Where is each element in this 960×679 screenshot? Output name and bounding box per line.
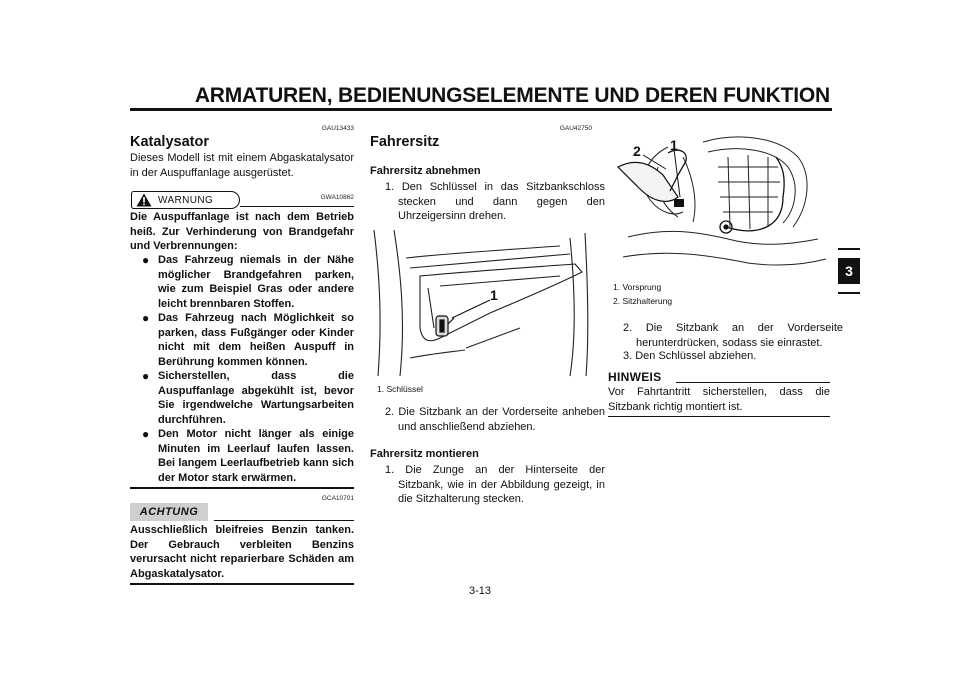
caution-text: Ausschließlich bleifreies Benzin tanken. Der Gebrauch verbleiten Benzins verursacht nicht reparierbare Schäden am Abgaskatalysator. (130, 524, 354, 580)
section-code: GAU42750 (559, 125, 592, 132)
warning-bullet-text: Das Fahrzeug nach Möglichkeit so parken, dass Fußgänger oder Kinder nicht mit dem heißen Auspuff in Berührung kommen können. (158, 312, 354, 368)
install-step-2: 2. Die Sitzbank an der Vorderseite herunterdrücken, sodass sie einrastet. (623, 322, 843, 349)
figure-caption-projection: 1. Vorsprung (613, 282, 662, 292)
bullet-dot-icon: ● (142, 369, 150, 383)
chapter-tab: 3 (838, 258, 860, 284)
warning-bullet-item (142, 311, 354, 369)
caution-rule (214, 520, 354, 521)
warning-bullet-item (142, 369, 354, 427)
bullet-dot-icon: ● (142, 311, 150, 325)
install-step-1: 1. Die Zunge an der Hinterseite der Sitzbank, wie in der Abbildung gezeigt, in die Sitzhalterung stecken. (385, 464, 605, 505)
subheading-install: Fahrersitz montieren (370, 448, 479, 460)
page-number: 3-13 (468, 585, 492, 597)
seat-mount-figure (608, 127, 830, 277)
warning-end-rule (130, 487, 354, 489)
note-end-rule (608, 416, 830, 417)
install-step-3: 3. Den Schlüssel abziehen. (623, 350, 757, 362)
note-text: Vor Fahrtantritt sicherstellen, dass die Sitzbank richtig montiert ist. (608, 386, 830, 413)
note-label: HINWEIS (608, 370, 662, 384)
figure-callout-1: 1 (670, 137, 678, 153)
header-rule (130, 108, 832, 111)
subheading-remove: Fahrersitz abnehmen (370, 165, 481, 177)
warning-bullet-text: Sicherstellen, dass die Auspuffanlage abgekühlt ist, bevor Sie irgendwelche Wartungsarbeiten durchführen. (158, 370, 354, 426)
katalysator-intro: Dieses Modell ist mit einem Abgaskatalysator in der Auspuffanlage ausgerüstet. (130, 152, 354, 179)
chapter-tab-line-top (838, 248, 860, 250)
section-code: GAU13433 (321, 125, 354, 132)
warning-bullet-text: Das Fahrzeug niemals in der Nähe möglicher Brandgefahren parken, wie zum Beispiel Gras oder andere leicht brennbaren Stoffen. (158, 254, 354, 310)
seat-tongue-icon (674, 199, 684, 207)
figure-caption-seat-holder: 2. Sitzhalterung (613, 296, 673, 306)
warning-rule (240, 206, 354, 207)
warning-bullet-item (142, 427, 354, 485)
caution-code: GCA10701 (321, 495, 354, 502)
warning-label: WARNUNG (158, 194, 214, 206)
warning-badge (131, 191, 240, 209)
seat-lock-figure (370, 228, 592, 378)
figure-callout-1: 1 (490, 287, 498, 303)
caution-badge: ACHTUNG (130, 503, 208, 521)
caution-end-rule (130, 583, 354, 585)
figure-caption-key: 1. Schlüssel (377, 384, 423, 394)
figure-callout-2: 2 (633, 143, 641, 159)
remove-step-1: 1. Den Schlüssel in das Sitzbankschloss stecken und dann gegen den Uhrzeigersinn drehen. (385, 181, 605, 222)
warning-text: Die Auspuffanlage ist nach dem Betrieb heiß. Zur Verhinderung von Brandgefahr und Verbrennungen: (130, 211, 354, 252)
bullet-dot-icon: ● (142, 427, 150, 441)
warning-bullet-text: Den Motor nicht länger als einige Minuten im Leerlauf laufen lassen. Bei langem Leerlaufbetrieb kann sich der Motor stark erwärmen. (158, 428, 354, 484)
section-title-fahrersitz: Fahrersitz (370, 134, 440, 150)
section-title-katalysator: Katalysator (130, 134, 209, 150)
page-header-title: ARMATUREN, BEDIENUNGSELEMENTE UND DEREN FUNKTION (194, 84, 830, 107)
bullet-dot-icon: ● (142, 253, 150, 267)
remove-step-2: 2. Die Sitzbank an der Vorderseite anheben und anschließend abziehen. (385, 406, 605, 433)
note-rule (676, 382, 830, 383)
warning-code: GWA10862 (320, 194, 354, 201)
warning-bullet-item (142, 253, 354, 311)
warning-triangle-icon (136, 193, 152, 207)
chapter-tab-line-bottom (838, 292, 860, 294)
key-icon (436, 316, 454, 336)
